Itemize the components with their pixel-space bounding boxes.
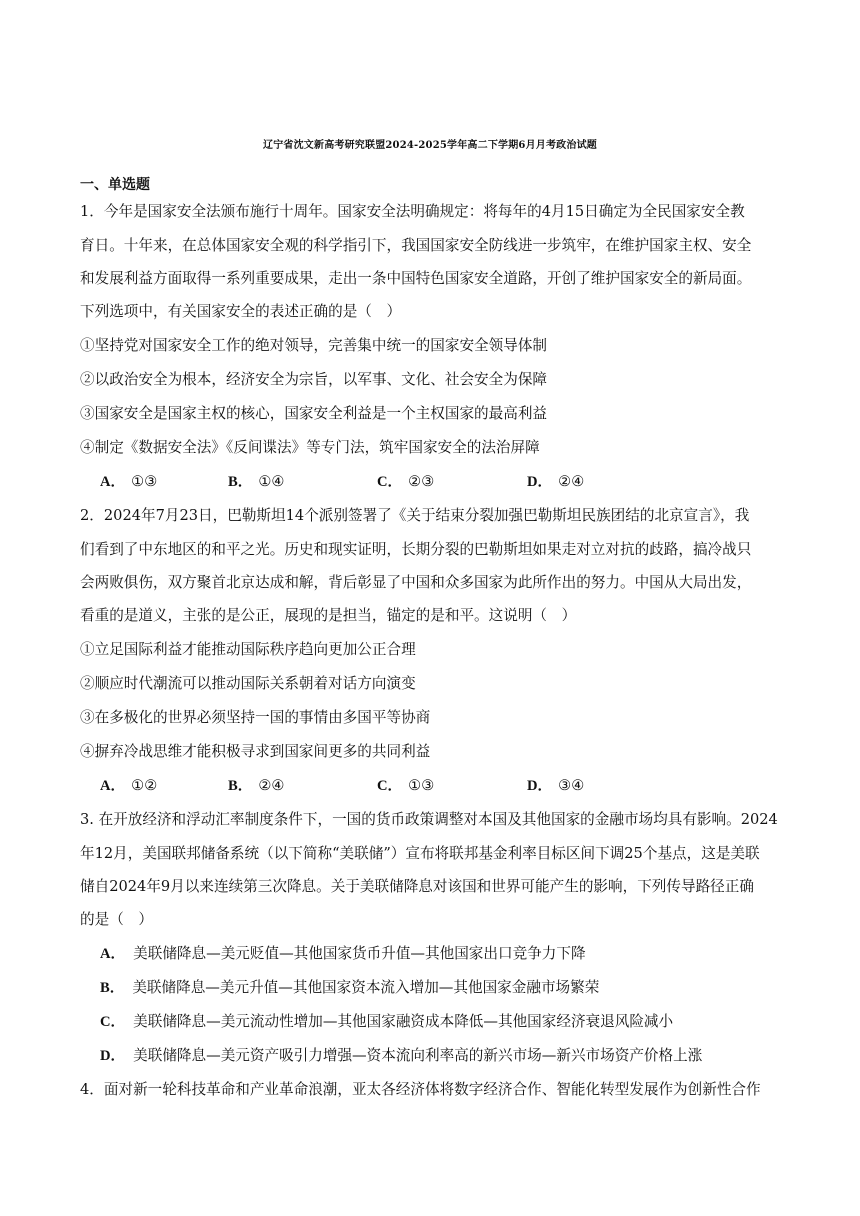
q1-stem-line: 1．今年是国家安全法颁布施行十周年。国家安全法明确规定：将每年的4月15日确定为全民国家安全教 xyxy=(80,203,745,220)
q2-stem-line: 们看到了中东地区的和平之光。历史和现实证明，长期分裂的巴勒斯坦如果走对立对抗的歧路，搞冷战只 xyxy=(80,541,752,558)
q3-option-c[interactable]: C． 美联储降息—美元流动性增加—其他国家融资成本降低—其他国家经济衰退风险减小 xyxy=(100,1013,674,1030)
q2-option-a[interactable]: A． ①② xyxy=(100,777,158,794)
q1-option-d[interactable]: D． ②④ xyxy=(527,473,585,490)
q3-stem-line: 年12月，美国联邦储备系统（以下简称“美联储”）宣布将联邦基金利率目标区间下调25个基点，这是美联 xyxy=(80,845,760,862)
q2-option-b[interactable]: B． ②④ xyxy=(228,777,285,794)
q2-option-d[interactable]: D． ③④ xyxy=(527,777,585,794)
q2-statement: ③在多极化的世界必须坚持一国的事情由多国平等协商 xyxy=(80,709,431,726)
q2-stem-line: 会两败俱伤，双方聚首北京达成和解，背后彰显了中国和众多国家为此所作出的努力。中国从大局出发， xyxy=(80,574,752,591)
q1-statement: ④制定《数据安全法》《反间谍法》等专门法，筑牢国家安全的法治屏障 xyxy=(80,439,540,456)
q2-statement: ①立足国际利益才能推动国际秩序趋向更加公正合理 xyxy=(80,641,416,658)
q1-statement: ③国家安全是国家主权的核心，国家安全利益是一个主权国家的最高利益 xyxy=(80,405,548,422)
q2-statement: ②顺应时代潮流可以推动国际关系朝着对话方向演变 xyxy=(80,675,416,692)
q1-option-a[interactable]: A． ①③ xyxy=(100,473,158,490)
q2-stem-line: 2．2024年7月23日，巴勒斯坦14个派别签署了《关于结束分裂加强巴勒斯坦民族团结的北京宣言》，我 xyxy=(80,507,750,524)
q1-stem-line: 育日。十年来，在总体国家安全观的科学指引下，我国国家安全防线进一步筑牢，在维护国家主权、安全 xyxy=(80,237,752,254)
q1-statement: ①坚持党对国家安全工作的绝对领导，完善集中统一的国家安全领导体制 xyxy=(80,337,548,354)
q2-stem-line: 看重的是道义，主张的是公正，展现的是担当，锚定的是和平。这说明（ ） xyxy=(80,607,577,624)
q1-option-c[interactable]: C． ②③ xyxy=(377,473,435,490)
section-heading: 一、单选题 xyxy=(80,177,150,193)
q1-statement: ②以政治安全为根本，经济安全为宗旨，以军事、文化、社会安全为保障 xyxy=(80,371,548,388)
q4-stem-line: 4．面对新一轮科技革命和产业革命浪潮，亚太各经济体将数字经济合作、智能化转型发展作为创新性合作 xyxy=(80,1081,761,1098)
q3-stem-line: 储自2024年9月以来连续第三次降息。关于美联储降息对该国和世界可能产生的影响，下列传导路径正确 xyxy=(80,878,754,895)
q1-option-b[interactable]: B． ①④ xyxy=(228,473,285,490)
q3-stem-line: 的是（ ） xyxy=(80,911,153,928)
q1-stem-line: 和发展利益方面取得一系列重要成果，走出一条中国特色国家安全道路，开创了维护国家安全的新局面。 xyxy=(80,270,752,287)
page-title: 辽宁省沈文新高考研究联盟2024-2025学年高二下学期6月月考政治试题 xyxy=(263,140,597,151)
q3-option-d[interactable]: D． 美联储降息—美元资产吸引力增强—资本流向利率高的新兴市场—新兴市场资产价格上涨 xyxy=(100,1047,703,1064)
q2-option-c[interactable]: C． ①③ xyxy=(377,777,435,794)
q1-stem-line: 下列选项中，有关国家安全的表述正确的是（ ） xyxy=(80,303,402,320)
q3-option-b[interactable]: B． 美联储降息—美元升值—其他国家资本流入增加—其他国家金融市场繁荣 xyxy=(100,979,600,996)
q2-statement: ④摒弃冷战思维才能积极寻求到国家间更多的共同利益 xyxy=(80,743,431,760)
q3-stem-line: 3. 在开放经济和浮动汇率制度条件下，一国的货币政策调整对本国及其他国家的金融市场均具有影响。2024 xyxy=(80,811,778,828)
q3-option-a[interactable]: A． 美联储降息—美元贬值—其他国家货币升值—其他国家出口竞争力下降 xyxy=(100,945,586,962)
